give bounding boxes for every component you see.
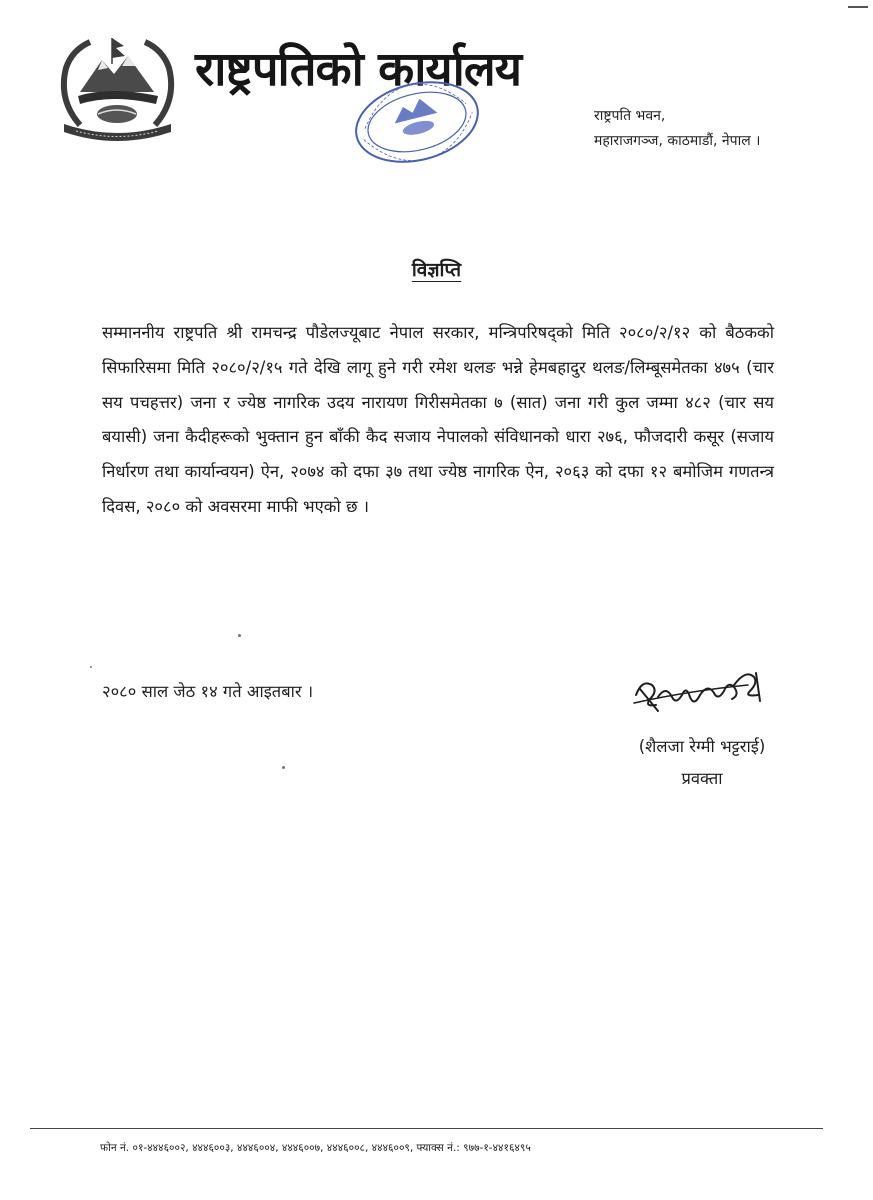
signatory-role: प्रवक्ता xyxy=(681,769,723,788)
notice-body: सम्माननीय राष्ट्रपति श्री रामचन्द्र पौडेलज्यूबाट नेपाल सरकार, मन्त्रिपरिषद्को मिति २०८०/२/१२ को बैठकको सिफारिसमा मिति २०८०/२/१५ गते देखि लागू हुने गरी रमेश थलङ भन्ने हेमबहादुर थलङ/लिम्बूसमेतका ४७५ (चार सय पचहत्तर) जना र ज्येष्ठ नागरिक उदय नारायण गिरीसमेतका ७ (सात) जना गरी कुल जम्मा ४८२ (चार सय बयासी) जना कैदीहरूको भुक्तान हुन बाँकी कैद सजाय नेपालको संविधानको धारा २७६, फौजदारी कसूर (सजाय निर्धारण तथा कार्यान्वयन) ऐन, २०७४ को दफा ३७ तथा ज्येष्ठ नागरिक ऐन, २०६३ को दफा १२ बमोजिम गणतन्त्र दिवस, २०८० को अवसरमा माफी भएको छ । xyxy=(102,323,774,516)
scan-speck xyxy=(238,634,241,637)
notice-date: २०८० साल जेठ १४ गते आइतबार । xyxy=(102,682,314,701)
notice-heading-text: विज्ञप्ति xyxy=(411,259,462,281)
footer-divider xyxy=(30,1128,823,1129)
handwritten-signature-icon xyxy=(628,655,773,723)
office-stamp-icon xyxy=(345,72,490,172)
scan-corner-mark xyxy=(848,6,868,8)
address-line2: महाराजगञ्ज, काठमाडौं, नेपाल । xyxy=(594,133,761,149)
nepal-coat-of-arms-icon xyxy=(50,30,185,142)
office-address xyxy=(594,104,760,154)
footer-contact-info: फोन नं. ०१-४४४६००२, ४४४६००३, ४४४६००४, ४४४६००७, ४४४६००८, ४४४६००९, फ्याक्स नं.: ९७७-१-४४१६४९५ xyxy=(100,1142,531,1154)
scan-speck xyxy=(90,666,92,668)
address-line1: राष्ट्रपति भवन, xyxy=(594,108,666,124)
notice-heading xyxy=(0,256,873,284)
office-title: राष्ट्रपतिको कार्यालय xyxy=(195,42,521,97)
scan-speck xyxy=(282,766,285,769)
signatory-name: (शैलजा रेग्मी भट्टराई) xyxy=(638,737,766,756)
